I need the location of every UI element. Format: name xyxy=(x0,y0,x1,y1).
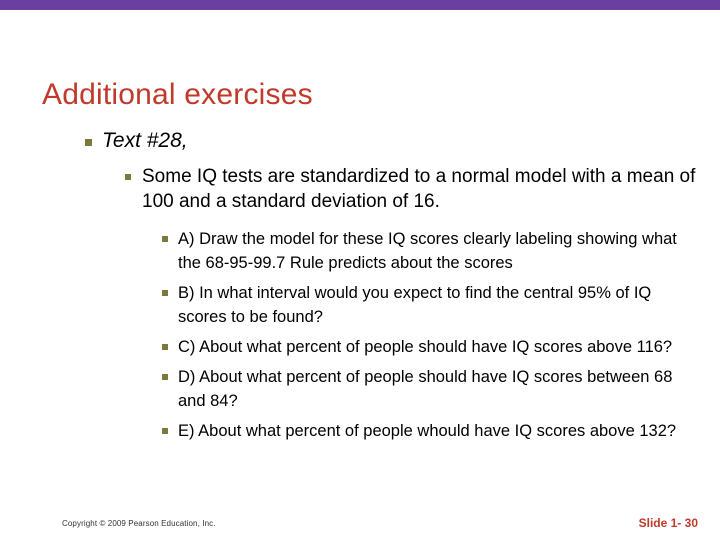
list-item xyxy=(70,366,700,414)
list-item-label: D) About what percent of people should have IQ scores between 68 and 84? xyxy=(178,368,673,410)
top-accent-bar xyxy=(0,0,720,10)
list-item-label: A) Draw the model for these IQ scores clearly labeling showing what the 68-95-99.7 Rule predicts about the scores xyxy=(178,230,677,273)
list-item xyxy=(70,420,700,444)
bullet-level1 xyxy=(70,128,700,154)
square-bullet-icon xyxy=(162,290,168,296)
list-item xyxy=(70,336,700,360)
list-item xyxy=(70,228,700,276)
list-item-label: C) About what percent of people should have IQ scores above 116? xyxy=(178,338,673,357)
square-bullet-icon xyxy=(162,374,168,380)
slide-number: Slide 1- 30 xyxy=(638,516,698,530)
list-item xyxy=(70,282,700,330)
square-bullet-icon xyxy=(162,428,168,434)
sub-question-list xyxy=(70,228,700,443)
square-bullet-icon xyxy=(162,344,168,350)
page-title: Additional exercises xyxy=(42,78,313,112)
square-bullet-icon xyxy=(162,236,168,242)
bullet-level2 xyxy=(70,164,700,214)
bullet-level2-label: Some IQ tests are standardized to a normal model with a mean of 100 and a standard deviation of 16. xyxy=(142,166,696,213)
list-item-label: E) About what percent of people whould have IQ scores above 132? xyxy=(178,421,677,440)
square-bullet-icon xyxy=(85,139,92,146)
copyright-notice: Copyright © 2009 Pearson Education, Inc. xyxy=(62,519,216,528)
list-item-label: B) In what interval would you expect to find the central 95% of IQ scores to be found? xyxy=(178,284,652,327)
bullet-level1-label: Text #28, xyxy=(102,129,188,152)
square-bullet-icon xyxy=(125,174,131,180)
slide-body xyxy=(70,128,700,450)
